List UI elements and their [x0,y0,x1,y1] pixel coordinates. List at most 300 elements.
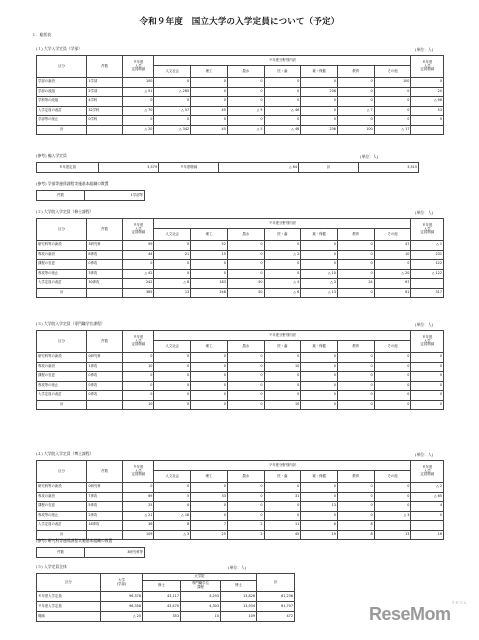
table-cell: 0 [191,260,228,270]
table-cell: ９年度入学定員 [37,602,101,612]
table-cell: 0 [154,502,191,512]
page-title: 令和９年度 国立大学の入学定員について（予定） [139,17,340,27]
t2-caption: (２) 大学院入学定員（修士課程） [36,209,94,214]
header-field-group: ９年度分野別内訳 [154,331,411,341]
table-cell: 4 [411,502,444,512]
table-row [37,492,444,502]
table-cell: 33 [191,492,228,502]
table-row [37,400,444,410]
header-kensu: 件数 [87,331,123,353]
table-cell: 0 [264,260,301,270]
table-cell: △ 20 [374,269,411,279]
table-cell: 入学定員の改訂 [37,521,87,531]
table-row [37,87,444,97]
table-cell: △ 7 [337,106,374,116]
table-cell: 5 [154,492,191,502]
header-field: 理工 [191,341,228,353]
table-cell: 472 [257,612,295,622]
table-cell: 0 [264,78,301,88]
table-cell: 353 [143,612,181,622]
table-cell: 入学定員の改訂 [37,391,87,401]
table-cell: 0 [301,492,338,502]
table-cell: 100 [337,125,374,135]
header-kubun: 区分 [37,56,87,78]
table-row [37,548,145,558]
table-cell: 0 [301,97,338,107]
table-cell: 0 [337,260,374,270]
section-heading: １．総括表 [32,32,51,37]
table-cell: 入学定員の改訂 [37,279,87,289]
table-cell: 30専攻 [87,279,123,289]
table-cell: 0専攻 [87,372,123,382]
header-prev-capacity: ９年度 入学 定員増減 [123,219,154,241]
table-cell: 10 [123,362,154,372]
header-field: 農水 [227,66,264,78]
ref3-caption: (参考) 研究科等連係課程実施基本組織の教置 [36,538,113,543]
table-cell: 0 [337,492,374,502]
table-cell: 件数 [37,191,85,201]
table-cell: 0 [337,483,374,493]
table-cell: 61,236 [257,592,295,602]
table-cell: 0 [374,372,411,382]
header-university: 大学 (学部) [101,574,143,592]
table-cell: △ 18 [154,511,191,521]
header-field: 医・歯 [264,471,301,483]
header-total: 計 [257,574,295,592]
table-cell: 0 [337,288,374,298]
table-cell: 0 [374,87,411,97]
table-cell: 0 [264,87,301,97]
header-field-group: ９年度分野別内訳 [154,461,411,471]
table-cell: 1学部 [87,78,123,88]
table-cell: 0 [123,353,154,363]
table-cell: △ 122 [411,269,444,279]
table-cell: 0 [191,381,228,391]
table-cell: 0 [264,483,301,493]
table-cell: 100 [123,78,154,88]
table-cell: 96,378 [101,592,143,602]
table-cell: 0 [374,260,411,270]
table-row [37,288,444,298]
table-cell: 52 [191,241,228,251]
table-cell: 0 [374,381,411,391]
table-cell: 0 [337,241,374,251]
table-cell [87,400,123,410]
table-cell: ８年度定員 [37,163,99,173]
header-prev-capacity: ９年度 入学 定員増減 [123,56,154,78]
table-cell: 0専攻 [87,381,123,391]
header-next-capacity: ８年度 入学 定員増減 [411,331,444,353]
table-cell: 248 [191,288,228,298]
table-cell: 0 [264,391,301,401]
table-cell: 67 [374,279,411,289]
table-cell: 7 [191,521,228,531]
t1-caption: (１) 大学入学定員（学部） [36,46,82,51]
table-cell: 学部の改組 [37,87,87,97]
table-cell: 2 [227,521,264,531]
table-cell: △ 342 [154,125,191,135]
table-cell: ８年度入学定員 [37,592,101,602]
table-cell: 0 [337,116,374,126]
table-cell: 計 [299,163,359,173]
t2-table [36,218,444,298]
t2-unit: (単位：人) [415,210,434,215]
table-cell: 学科等の改組 [37,97,87,107]
table-cell: 0学科 [87,116,123,126]
table-cell: 0 [337,78,374,88]
table-cell: △ 20 [101,612,143,622]
table-cell: 0 [123,381,154,391]
table-cell: 109 [221,612,257,622]
table-cell: 10 [374,250,411,260]
header-next-capacity: ８年度 入学 定員増減 [411,56,444,78]
table-cell: △ 285 [154,87,191,97]
table-cell: 0 [301,78,338,88]
table-cell [374,521,411,531]
header-field: 薬・保健 [301,341,338,353]
table-cell: 専攻等の廃止 [37,269,87,279]
header-field-group: ９年度分野別内訳 [154,56,411,66]
table-cell: 8 [337,521,374,531]
table-cell: 入学定員の改訂 [37,106,87,116]
t5-caption: (５) 入学定員全体 [36,564,67,569]
header-field: 医・歯 [264,341,301,353]
table-cell: 3研究科等 [85,548,145,558]
table-cell: 0 [191,511,228,521]
table-cell: 4,303 [181,602,221,612]
table-cell: 専攻の新設 [37,492,87,502]
table-cell: 0 [301,362,338,372]
table-cell: 0 [411,78,444,88]
table-cell: 0 [301,250,338,260]
table-cell: △ 57 [154,106,191,116]
table-cell: △ 46 [264,125,301,135]
t3-caption: (３) 大学院入学定員（専門職学位課程） [36,321,105,326]
table-cell: 385 [123,288,154,298]
table-cell: 0 [154,381,191,391]
table-cell: 3研究科 [87,241,123,251]
table-cell: 10 [123,400,154,410]
table-cell: 0 [154,400,191,410]
resemom-logo [369,600,473,630]
header-kubun: 区分 [37,461,87,483]
header-kubun: 区分 [37,219,87,241]
table-cell: 0 [264,511,301,521]
t4-unit: (単位：人) [415,452,434,457]
table-row [37,125,444,135]
table-cell: 69 [123,492,154,502]
table-cell: 0 [374,362,411,372]
header-doctor: 博士 [221,581,257,592]
table-cell: 122 [411,260,444,270]
table-cell: 研究科等の新設 [37,353,87,363]
table-row [37,612,295,622]
table-cell: 0専攻 [87,391,123,401]
table-cell: 13 [154,288,191,298]
header-prev-capacity: ９年度 入学 定員増減 [123,331,154,353]
t1-table [36,55,444,135]
table-cell: 0 [264,241,301,251]
table-cell: 1学部等 [85,191,145,201]
table-cell: 3,515 [359,163,419,173]
table-cell [87,288,123,298]
table-row [37,279,444,289]
table-row [37,521,444,531]
table-cell: 0 [227,391,264,401]
table-cell: 11 [264,521,301,531]
table-cell: 242 [123,279,154,289]
table-cell: 0 [264,372,301,382]
table-cell: 0 [191,362,228,372]
table-cell: 3,579 [99,163,159,173]
table-cell: △ 2 [264,250,301,260]
t3-table [36,330,444,410]
table-cell: 7専攻 [87,492,123,502]
table-cell: 16 [411,530,444,540]
table-cell: 99 [123,241,154,251]
ref3-table [36,547,145,558]
table-row [37,260,444,270]
table-cell: 0 [227,483,264,493]
table-cell: 0 [154,78,191,88]
table-cell: 4,293 [181,592,221,602]
table-row [37,191,145,201]
t4-table [36,460,444,540]
table-cell: 2 [227,530,264,540]
table-cell: 6 [301,521,338,531]
table-cell: 0 [374,97,411,107]
table-cell: 19 [301,530,338,540]
header-field: 理工 [191,66,228,78]
table-cell: 25 [123,502,154,512]
header-field: 教育 [337,471,374,483]
table-cell: △ 3 [374,511,411,521]
table-cell: 0 [191,116,228,126]
table-cell: △ 3 [301,279,338,289]
table-row [37,502,444,512]
table-cell: 0 [123,116,154,126]
table-cell: 0 [227,250,264,260]
header-kubun: 区分 [37,331,87,353]
table-cell: 36 [123,521,154,531]
table-cell: 0 [154,97,191,107]
logo-wordmark: ReseMom [369,604,451,624]
table-cell: 研究科等の新設 [37,483,87,493]
header-field: 教育 [337,66,374,78]
table-cell: 2専攻 [87,511,123,521]
t1-unit: (単位：人) [415,47,434,52]
header-master: 修士 [143,581,181,592]
header-kensu: 件数 [87,56,123,78]
header-field: その他 [374,471,411,483]
table-cell: △ 64 [219,163,299,173]
table-row [37,381,444,391]
table-cell: 109 [123,530,154,540]
header-field: 理工 [191,471,228,483]
table-cell: 0 [301,353,338,363]
table-cell [87,125,123,135]
header-field: 教育 [337,341,374,353]
table-cell: 0 [191,483,228,493]
table-cell: △ 6 [264,288,301,298]
table-cell: 課程の変更 [37,260,87,270]
table-cell: 件数 [37,548,85,558]
table-cell: 0 [411,372,444,382]
table-cell: 61,707 [257,602,295,612]
table-cell: 計 [37,530,87,540]
table-cell: ９年度増減 [159,163,219,173]
table-cell: 0 [411,116,444,126]
table-cell: 専攻の新設 [37,362,87,372]
table-cell: 0 [227,97,264,107]
table-row [37,78,444,88]
table-cell: 13 [301,502,338,512]
table-cell: △ 65 [411,492,444,502]
table-cell: △ 46 [264,106,301,116]
table-cell: 課程の変更 [37,372,87,382]
table-cell: 0 [227,362,264,372]
ref2-table [36,190,145,201]
header-graduate: 大学院 [143,574,257,581]
table-cell: 317 [411,288,444,298]
table-cell: 25 [191,530,228,540]
table-cell: 47 [374,241,411,251]
table-cell: 0 [337,362,374,372]
header-field: 人文社会 [154,471,191,483]
table-cell: 0 [337,502,374,512]
table-cell: 0 [374,391,411,401]
table-row [37,592,295,602]
table-cell: 計 [37,125,87,135]
table-cell: 0 [123,97,154,107]
table-cell: 0 [374,492,411,502]
table-row [37,269,444,279]
table-cell: 13,934 [221,602,257,612]
ref1-caption: (参考) 編入学定員 [36,153,67,158]
table-row [37,511,444,521]
table-row [37,250,444,260]
table-cell: 0 [264,353,301,363]
header-field: 農水 [227,341,264,353]
table-cell: 20 [411,87,444,97]
header-field: その他 [374,341,411,353]
table-row [37,106,444,116]
table-cell: 0 [301,381,338,391]
table-cell: 31 [264,492,301,502]
table-cell: 0 [227,492,264,502]
table-cell: 0 [301,483,338,493]
logo-subtext: リセマム [451,600,467,605]
t3-unit: (単位：人) [415,322,434,327]
table-row [37,483,444,493]
table-cell: 0 [301,116,338,126]
table-cell: 43,470 [143,602,181,612]
header-field: その他 [374,66,411,78]
table-row [37,116,444,126]
table-cell: 0 [337,87,374,97]
table-cell: 0 [123,260,154,270]
table-cell: 18専攻 [87,521,123,531]
table-cell: 0 [374,106,411,116]
table-cell: 0 [191,87,228,97]
table-cell: 10 [264,362,301,372]
table-cell: 0 [154,362,191,372]
table-cell: △ 2 [411,483,444,493]
table-cell: 0 [411,391,444,401]
table-row [37,391,444,401]
table-cell: 0 [227,260,264,270]
table-cell: △ 20 [123,125,154,135]
header-next-capacity: ８年度 入学 定員増減 [411,461,444,483]
table-cell: 0 [191,372,228,382]
table-cell: 0 [301,391,338,401]
table-cell: 学部の新設 [37,78,87,88]
table-cell: 0 [301,400,338,410]
table-cell: 研究科等の新設 [37,241,87,251]
table-cell: △ 3 [154,530,191,540]
table-cell: △ 1 [411,241,444,251]
table-cell [411,521,444,531]
table-cell: 0専攻 [87,260,123,270]
table-cell: 10 [181,612,221,622]
table-cell: 0 [264,502,301,512]
table-cell: 0 [374,353,411,363]
header-field: 薬・保健 [301,471,338,483]
table-cell: 8 [337,530,374,540]
table-cell: 0 [154,353,191,363]
table-cell: 50 [227,288,264,298]
header-field: 薬・保健 [301,229,338,241]
header-field: 人文社会 [154,66,191,78]
table-cell: 0 [227,87,264,97]
table-cell: 0 [154,269,191,279]
table-cell: 専攻の新設 [37,250,87,260]
table-cell: 236 [301,87,338,97]
table-cell: 10 [264,400,301,410]
table-cell: 0 [337,381,374,391]
table-cell: 計 [37,288,87,298]
table-cell: 2学部 [87,87,123,97]
table-cell: 0 [191,391,228,401]
table-cell: 100 [374,78,411,88]
table-cell: 0 [374,502,411,512]
table-cell: 0 [154,372,191,382]
table-cell: 0 [123,391,154,401]
table-cell: 32学科 [87,106,123,116]
header-field: その他 [374,229,411,241]
table-cell: 21 [154,250,191,260]
header-field: 農水 [227,471,264,483]
table-cell: 0 [227,241,264,251]
table-cell: 53 [411,106,444,116]
table-cell: 0 [227,353,264,363]
table-row [37,163,419,173]
table-cell: △ 8 [154,279,191,289]
header-field: 医・歯 [264,229,301,241]
table-cell: 0 [227,381,264,391]
table-cell: 0 [264,116,301,126]
header-prev-capacity: ９年度 入学 定員増減 [123,461,154,483]
t5-unit: (単位：人) [228,565,247,570]
table-cell: 0 [411,362,444,372]
t5-table [36,573,295,622]
table-cell: 0 [301,106,338,116]
table-cell: 0 [374,400,411,410]
table-cell: 0 [411,511,444,521]
table-cell: △ 10 [301,269,338,279]
table-cell: 0 [301,241,338,251]
table-cell: 0 [154,241,191,251]
